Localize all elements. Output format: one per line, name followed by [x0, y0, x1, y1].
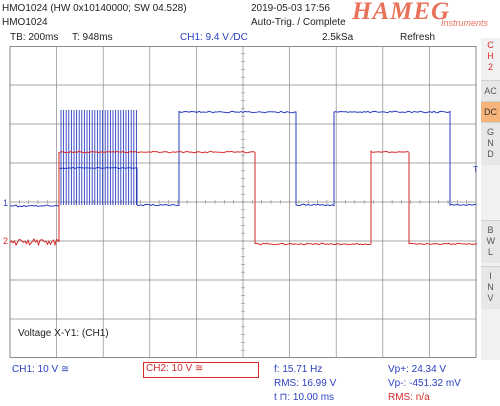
invert-button[interactable] [481, 266, 500, 309]
measurement-title: Voltage X-Y1: (CH1) [18, 328, 109, 339]
hameg-logo [352, 1, 492, 29]
vp-minus-readout: Vp-: -451.32 mV [388, 378, 461, 389]
datetime: 2019-05-03 17:56 [251, 3, 330, 14]
graticule [10, 46, 476, 358]
device-info: HMO1024 (HW 0x10140000; SW 04.528) [2, 3, 187, 14]
vp-plus-readout: Vp+: 24.34 V [388, 364, 447, 375]
ch2-ground-marker[interactable]: 2 [3, 236, 9, 246]
channel-ch2: CH2 [487, 40, 494, 72]
ch2-scale-box[interactable] [143, 362, 259, 378]
trigger-level-marker[interactable]: T [473, 165, 478, 174]
bwl-button[interactable] [481, 220, 500, 263]
rms-readout: RMS: 16.99 V [274, 378, 337, 389]
status-bar [0, 360, 500, 406]
sample-rate: 2.5kSa [322, 32, 354, 43]
header [0, 0, 500, 30]
coupling-dc-button[interactable]: DC [481, 101, 500, 122]
trigger-status: Auto-Trig. / Complete [251, 17, 346, 28]
brand-name: HAMEG [352, 0, 451, 25]
coupling-ac-button[interactable]: AC [481, 80, 500, 101]
waveform-display [3, 46, 481, 358]
period-readout: t ⊓: 10.00 ms [274, 392, 335, 403]
brand-sub: Instruments [440, 18, 488, 28]
device-name: HMO1024 [2, 17, 48, 28]
frequency-readout: f: 15.71 Hz [274, 364, 323, 375]
gnd-label: GND [486, 127, 494, 159]
coupling-gnd-button[interactable] [481, 122, 500, 165]
side-panel [481, 38, 500, 366]
timebase[interactable]: TB: 200ms [10, 32, 59, 43]
bwl-label: BWL [486, 225, 495, 257]
info-bar [0, 30, 500, 46]
rms2-readout: RMS: n/a [388, 392, 430, 403]
ch2-trace [10, 151, 477, 245]
ch2-scale: CH2: 10 V ≅ [146, 363, 204, 374]
ch1-ground-marker[interactable]: 1 [3, 198, 9, 208]
inv-label: INV [487, 271, 494, 303]
acquisition-mode[interactable]: Refresh [400, 32, 436, 43]
ch1-scale[interactable]: CH1: 10 V ≅ [12, 364, 70, 375]
trigger-time[interactable]: T: 948ms [72, 32, 113, 43]
trigger-setting[interactable]: CH1: 9.4 V ⁄DC [180, 32, 248, 43]
channel-ch2-label [481, 40, 500, 76]
